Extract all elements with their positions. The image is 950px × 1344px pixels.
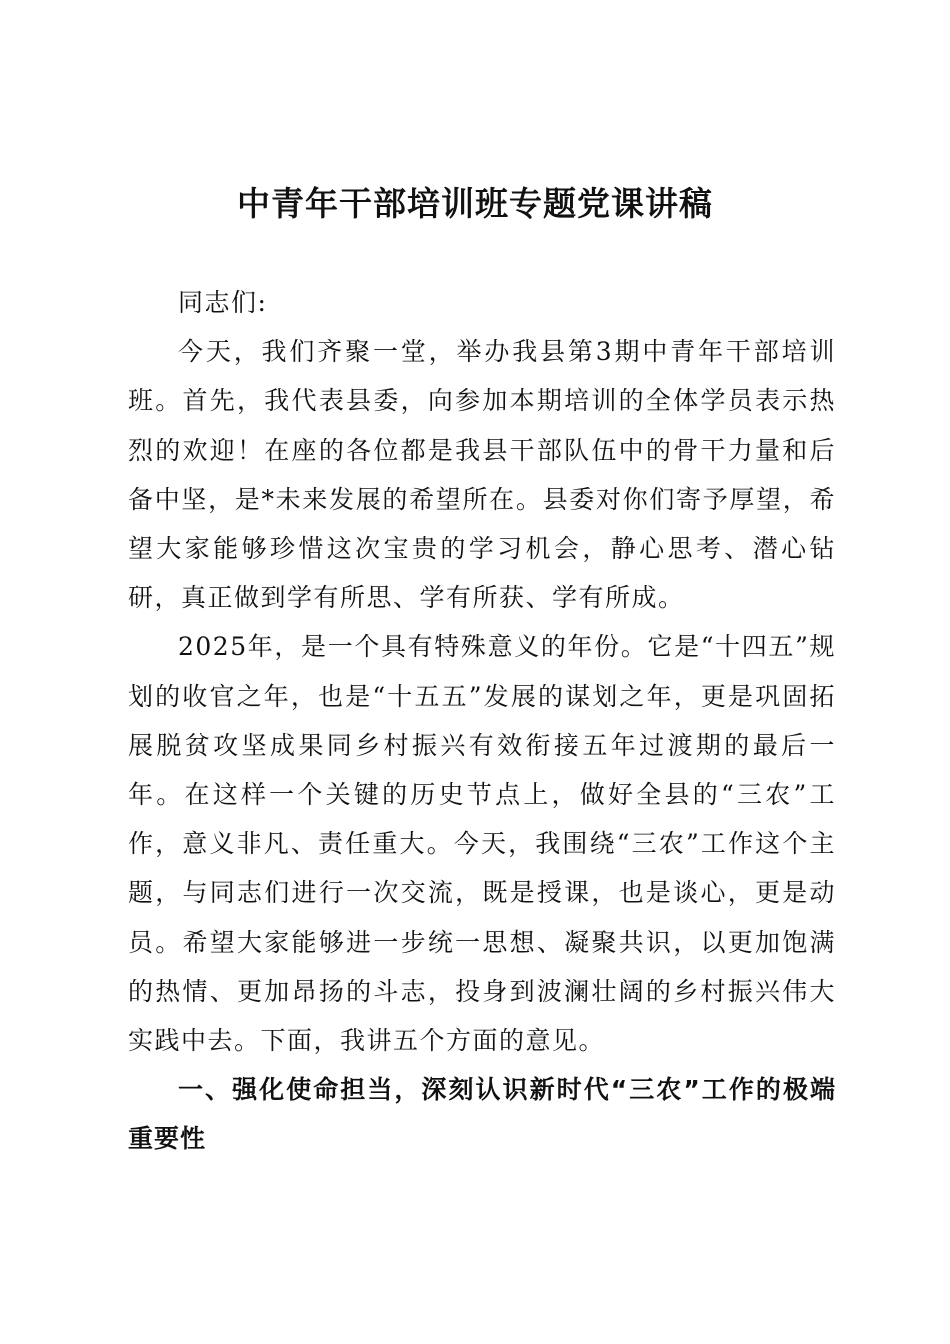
paragraph-opening: 今天，我们齐聚一堂，举办我县第3期中青年干部培训班。首先，我代表县委，向参加本期培训的全体学员表示热烈的欢迎！在座的各位都是我县干部队伍中的骨干力量和后备中坚，是*未来发展的希望所在。县委对你们寄予厚望，希望大家能够珍惜这次宝贵的学习机会，静心思考、潜心钻研，真正做到学有所思、学有所获、学有所成。: [128, 337, 836, 613]
document-body: [128, 278, 836, 1164]
salutation: 同志们:: [178, 288, 268, 317]
section-heading: 一、强化使命担当，深刻认识新时代“三农”工作的极端重要性: [128, 1075, 836, 1154]
document-title: 中青年干部培训班专题党课讲稿: [237, 184, 713, 223]
paragraph-background: 2025年，是一个具有特殊意义的年份。它是“十四五”规划的收官之年，也是“十五五”发展的谋划之年，更是巩固拓展脱贫攻坚成果同乡村振兴有效衔接五年过渡期的最后一年。在这样一个关键的历史节点上，做好全县的“三农”工作，意义非凡、责任重大。今天，我围绕“三农”工作这个主题，与同志们进行一次交流，既是授课，也是谈心，更是动员。希望大家能够进一步统一思想、凝聚共识，以更加饱满的热情、更加昂扬的斗志，投身到波澜壮阔的乡村振兴伟大实践中去。下面，我讲五个方面的意见。: [128, 632, 836, 1056]
